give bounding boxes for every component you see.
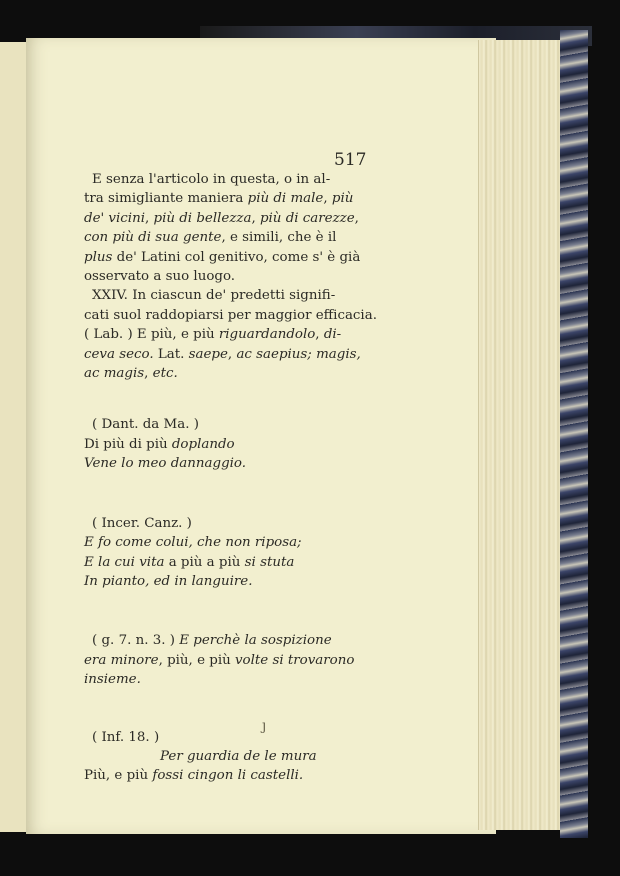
italic-text: saepe	[188, 346, 228, 362]
spacer	[84, 474, 370, 514]
citation-g-text	[84, 631, 370, 689]
page-number: 517	[334, 150, 367, 170]
italic-text: più di male	[247, 191, 324, 207]
roman-text: ,	[323, 191, 332, 207]
spacer	[84, 591, 370, 631]
citation-dante-source: ( Dant. da Ma. )	[92, 417, 199, 433]
ink-mark: ȷ	[262, 718, 267, 734]
text-line	[84, 651, 370, 670]
roman-text: , e simili, che è il	[221, 230, 337, 246]
italic-text: riguardandolo	[218, 327, 316, 343]
italic-text: con più di sua gente	[84, 230, 222, 246]
roman-text: ,	[354, 210, 359, 226]
roman-text: osservato a suo luogo.	[84, 269, 236, 285]
text-line	[84, 670, 370, 689]
text-line	[84, 572, 370, 591]
italic-text: era minore	[84, 652, 159, 668]
roman-text: , più, e più	[158, 652, 235, 668]
text-line	[84, 454, 370, 473]
page-stack-edges	[478, 40, 563, 830]
text-line	[84, 248, 370, 267]
roman-text: ( Lab. ) E più, e più	[84, 327, 219, 343]
text-line	[84, 209, 370, 228]
roman-text: ,	[315, 327, 324, 343]
text-line	[84, 306, 377, 325]
roman-text: ,	[227, 346, 237, 362]
italic-text: E la cui vita	[84, 554, 165, 570]
roman-text: XXIV. In ciascun de' predetti signifi-	[92, 288, 336, 304]
citation-inf-source: ( Inf. 18. )	[92, 729, 160, 745]
paragraph-1	[84, 170, 370, 286]
roman-text: Di più di più	[84, 436, 172, 452]
roman-text: cati suol raddopiarsi per maggior efficacia.	[84, 307, 377, 323]
text-line	[84, 766, 370, 785]
italic-text: etc.	[152, 366, 178, 382]
italic-text: In pianto, ed in languire.	[84, 573, 253, 589]
italic-text: fossi cingon li castelli.	[152, 768, 304, 784]
italic-text: E perchè la sospizione	[179, 633, 332, 649]
italic-text: doplando	[171, 436, 235, 452]
italic-text: ac saepius; magis,	[236, 346, 361, 362]
text-line	[84, 435, 370, 454]
italic-text: E fo come colui, che non riposa;	[84, 535, 302, 551]
italic-text: ac magis	[84, 366, 145, 382]
italic-text: Vene lo meo dannaggio.	[84, 456, 247, 472]
text-line	[84, 553, 370, 572]
text-line	[84, 325, 370, 344]
italic-text: ceva seco.	[84, 346, 154, 362]
citation-dante-verse	[84, 435, 370, 474]
italic-text: volte si trovarono	[234, 652, 355, 668]
roman-text: Più, e più	[84, 768, 153, 784]
italic-text: più di carezze	[259, 210, 355, 226]
text-line	[84, 189, 370, 208]
roman-text: tra simigliante maniera	[84, 191, 248, 207]
italic-text: si stuta	[244, 554, 295, 570]
roman-text: ( g. 7. n. 3. )	[92, 633, 180, 649]
citation-inf-verse	[84, 747, 370, 786]
citation-incer-verse	[84, 533, 370, 591]
marbled-cover-edge	[560, 30, 588, 838]
citation-incer-source: ( Incer. Canz. )	[92, 515, 192, 531]
roman-text: de' Latini col genitivo, come s' è già	[112, 249, 361, 265]
text-line	[84, 533, 370, 552]
spacer	[84, 383, 370, 415]
text-line	[84, 747, 370, 766]
text-line	[84, 170, 370, 189]
roman-text: ,	[144, 210, 154, 226]
left-page-edge	[0, 42, 27, 832]
text-line	[84, 228, 370, 247]
text-line	[84, 631, 370, 650]
text-line	[84, 267, 370, 286]
spacer	[84, 690, 370, 728]
page-text	[84, 170, 377, 786]
text-line	[84, 345, 370, 364]
italic-text: plus	[84, 249, 113, 265]
roman-text: E senza l'articolo in questa, o in al-	[92, 172, 331, 187]
paragraph-2	[84, 286, 377, 383]
italic-text: de' vicini	[84, 210, 145, 226]
italic-text: più	[331, 191, 354, 207]
roman-text: a più a più	[164, 554, 245, 570]
italic-text: più di bellezza	[153, 210, 252, 226]
text-line	[84, 286, 370, 305]
roman-text: ,	[251, 210, 260, 226]
italic-text: Per guardia de le mura	[160, 748, 317, 764]
italic-text: di-	[323, 327, 342, 343]
roman-text: ,	[144, 366, 153, 382]
italic-text: insieme.	[84, 672, 141, 688]
roman-text: Lat.	[153, 346, 189, 362]
text-line	[84, 364, 370, 383]
